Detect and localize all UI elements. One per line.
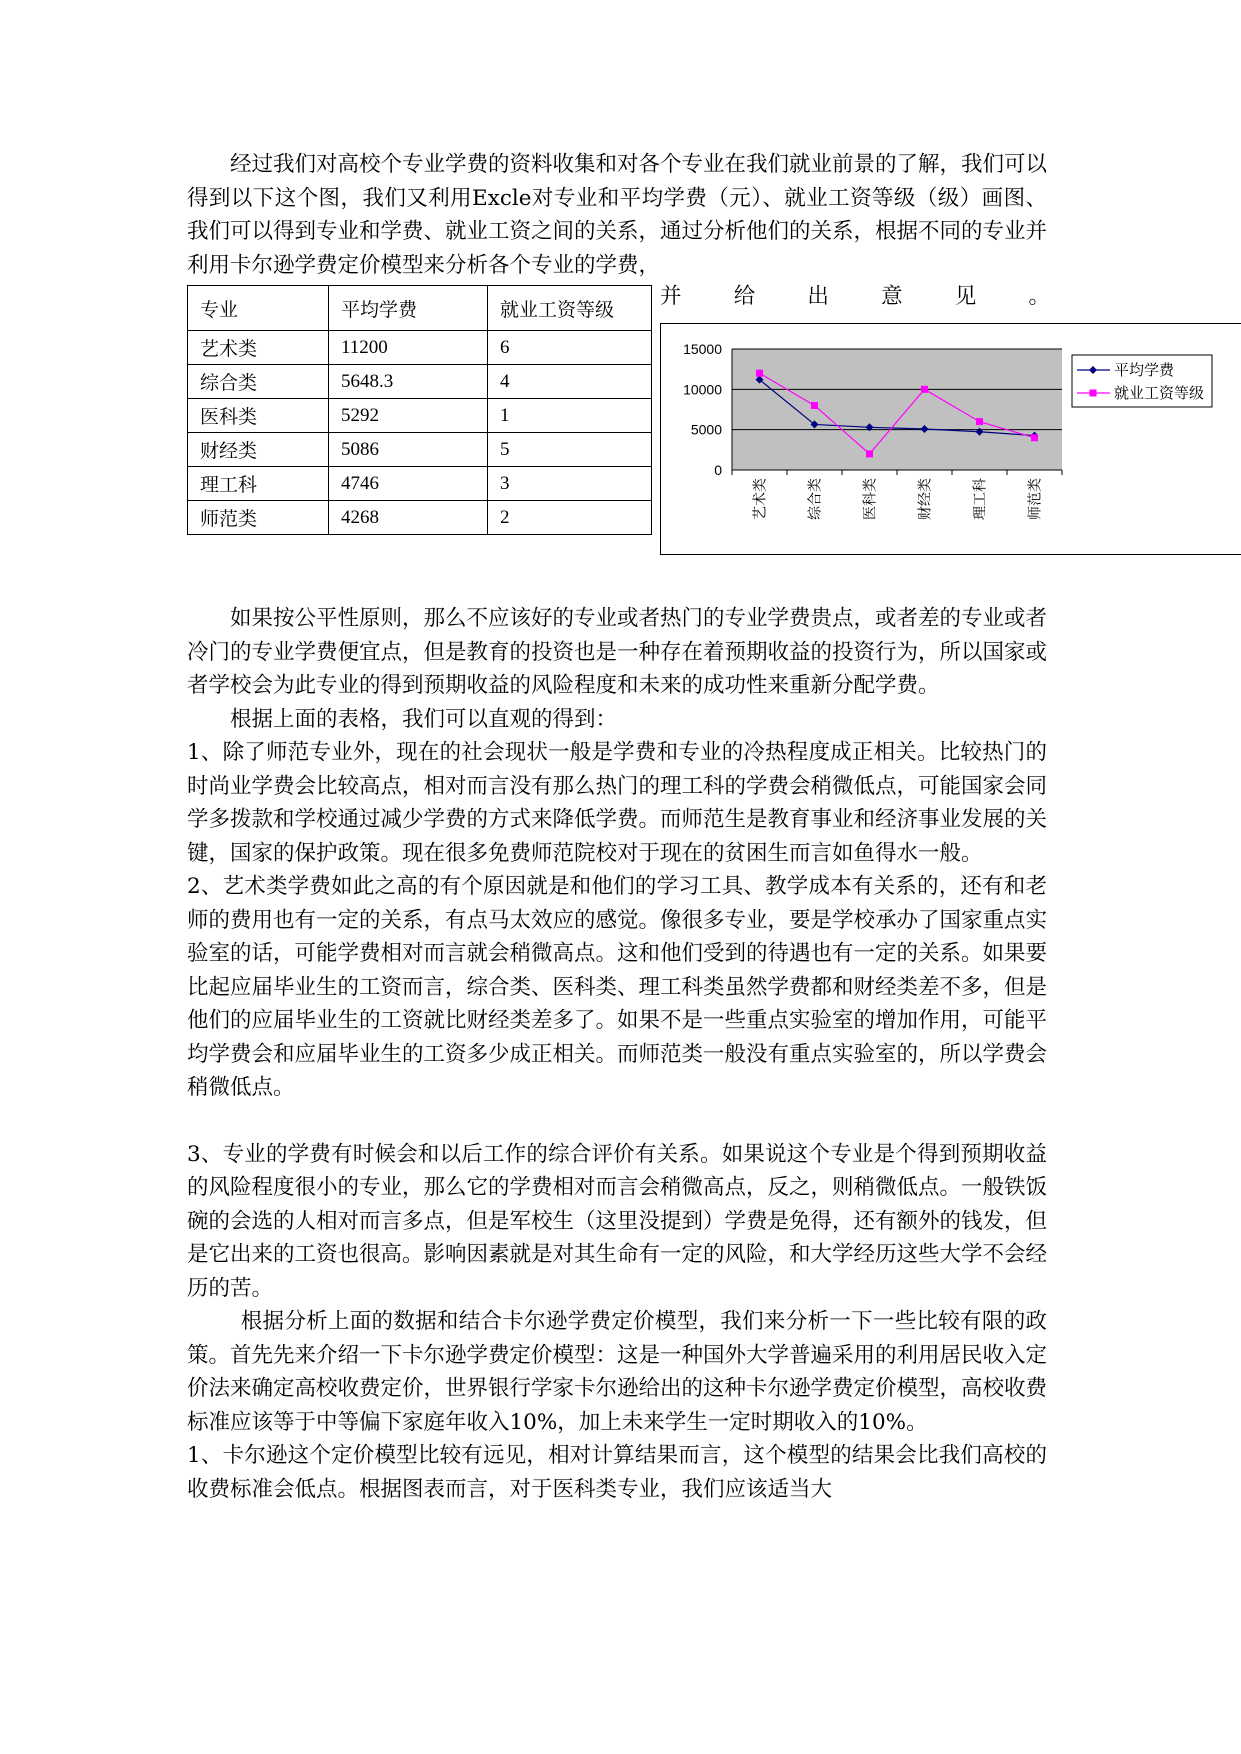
x-tick-label: 医科类 — [862, 478, 879, 520]
intro-paragraph: 经过我们对高校个专业学费的资料收集和对各个专业在我们就业前景的了解，我们可以得到以下这个图，我们又利用Excle对专业和平均学费（元）、就业工资等级（级）画图、我们可以得到专业和学费、就业工资之间的关系，通过分析他们的关系，根据不同的专业并利用卡尔逊学费定价模型来分析各个专业的学费， — [187, 152, 1048, 278]
intro-text-block — [187, 148, 1047, 282]
table-cell: 4268 — [329, 501, 488, 535]
x-tick-label: 艺术类 — [752, 478, 769, 520]
data-point — [1031, 434, 1038, 441]
body-text-block — [187, 602, 1047, 1506]
legend-label: 就业工资等级 — [1114, 384, 1205, 402]
data-point — [921, 386, 928, 393]
chart-svg — [660, 323, 1241, 555]
table-row — [188, 501, 652, 535]
table-row — [188, 331, 652, 365]
continuation-char: 给 — [733, 284, 756, 309]
body-paragraph: 根据上面的表格，我们可以直观的得到： — [230, 706, 618, 732]
body-paragraph: 1、卡尔逊这个定价模型比较有远见，相对计算结果而言，这个模型的结果会比我们高校的收费标准会低点。根据图表而言，对于医科类专业，我们应该适当大 — [187, 1443, 1047, 1502]
continuation-char: 出 — [807, 284, 829, 309]
table-row — [188, 399, 652, 433]
x-tick-label: 综合类 — [807, 478, 824, 520]
x-tick-label: 师范类 — [1027, 478, 1044, 520]
header-avg-fee: 平均学费 — [329, 286, 488, 331]
data-point — [756, 370, 763, 377]
table-cell: 6 — [488, 331, 652, 365]
legend-marker — [1090, 390, 1097, 397]
body-paragraph: 如果按公平性原则，那么不应该好的专业或者热门的专业学费贵点，或者差的专业或者冷门的专业学费便宜点，但是教育的投资也是一种存在着预期收益的投资行为，所以国家或者学校会为此专业的得到预期收益的风险程度和未来的成功性来重新分配学费。 — [187, 606, 1048, 698]
y-tick-label: 15000 — [683, 341, 722, 357]
table-row — [188, 433, 652, 467]
table-cell: 1 — [488, 399, 652, 433]
x-tick-label: 理工科 — [972, 478, 989, 520]
y-tick-label: 10000 — [683, 381, 722, 398]
table-cell: 5086 — [329, 433, 488, 467]
table-cell: 5 — [488, 433, 652, 467]
table-cell: 11200 — [329, 331, 488, 365]
data-point — [866, 450, 873, 457]
continuation-line — [660, 280, 1050, 314]
table-cell: 师范类 — [188, 501, 329, 535]
table-cell: 理工科 — [188, 467, 329, 501]
data-point — [811, 402, 818, 409]
legend-label: 平均学费 — [1114, 361, 1175, 379]
header-major: 专业 — [188, 286, 329, 331]
header-salary-level: 就业工资等级 — [488, 286, 652, 331]
body-paragraph: 根据分析上面的数据和结合卡尔逊学费定价模型，我们来分析一下一些比较有限的政策。首先先来介绍一下卡尔逊学费定价模型：这是一种国外大学普遍采用的利用居民收入定价法来确定高校收费定价，世界银行学家卡尔逊给出的这种卡尔逊学费定价模型，高校收费标准应该等于中等偏下家庭年收入10%，加上未来学生一定时期收入的10%。 — [187, 1309, 1048, 1435]
y-tick-label: 0 — [714, 462, 722, 478]
continuation-char: 并 — [660, 284, 682, 309]
table-cell: 2 — [488, 501, 652, 535]
table-cell: 综合类 — [188, 365, 329, 399]
table-cell: 4746 — [329, 467, 488, 501]
table-row — [188, 467, 652, 501]
body-paragraph: 3、专业的学费有时候会和以后工作的综合评价有关系。如果说这个专业是个得到预期收益的风险程度很小的专业，那么它的学费相对而言会稍微高点，反之，则稍微低点。一般铁饭碗的会选的人相对而言多点，但是军校生（这里没提到）学费是免得，还有额外的钱发，但是它出来的工资也很高。影响因素就是对其生命有一定的风险，和大学经历这些大学不会经历的苦。 — [187, 1141, 1048, 1301]
table-cell: 5648.3 — [329, 365, 488, 399]
fee-table — [187, 285, 652, 535]
paragraph-gap — [187, 1105, 1047, 1138]
table-row — [188, 365, 652, 399]
table-cell: 5292 — [329, 399, 488, 433]
continuation-char: 见 — [954, 284, 977, 309]
body-paragraph: 2、艺术类学费如此之高的有个原因就是和他们的学习工具、教学成本有关系的，还有和老师的费用也有一定的关系，有点马太效应的感觉。像很多专业，要是学校承办了国家重点实验室的话，可能学费相对而言就会稍微高点。这和他们受到的待遇也有一定的关系。如果要比起应届毕业生的工资而言，综合类、医科类、理工科类虽然学费都和财经类差不多，但是他们的应届毕业生的工资就比财经类差多了。如果不是一些重点实验室的增加作用，可能平均学费会和应届毕业生的工资多少成正相关。而师范类一般没有重点实验室的，所以学费会稍微低点。 — [187, 874, 1048, 1100]
table-cell: 艺术类 — [188, 331, 329, 365]
table-cell: 医科类 — [188, 399, 329, 433]
body-paragraph: 1、除了师范专业外，现在的社会现状一般是学费和专业的冷热程度成正相关。比较热门的时尚业学费会比较高点，相对而言没有那么热门的理工科的学费会稍微低点，可能国家会同学多拨款和学校通过减少学费的方式来降低学费。而师范生是教育事业和经济事业发展的关键，国家的保护政策。现在很多免费师范院校对于现在的贫困生而言如鱼得水一般。 — [187, 740, 1048, 866]
continuation-char: 。 — [1028, 284, 1050, 309]
continuation-char: 意 — [881, 284, 903, 309]
table-cell: 财经类 — [188, 433, 329, 467]
table-header-row — [188, 286, 652, 331]
line-chart — [660, 323, 1241, 555]
data-point — [976, 418, 983, 425]
table-cell: 4 — [488, 365, 652, 399]
table-cell: 3 — [488, 467, 652, 501]
x-tick-label: 财经类 — [917, 478, 934, 520]
plot-area — [732, 349, 1062, 470]
y-tick-label: 5000 — [690, 421, 722, 438]
